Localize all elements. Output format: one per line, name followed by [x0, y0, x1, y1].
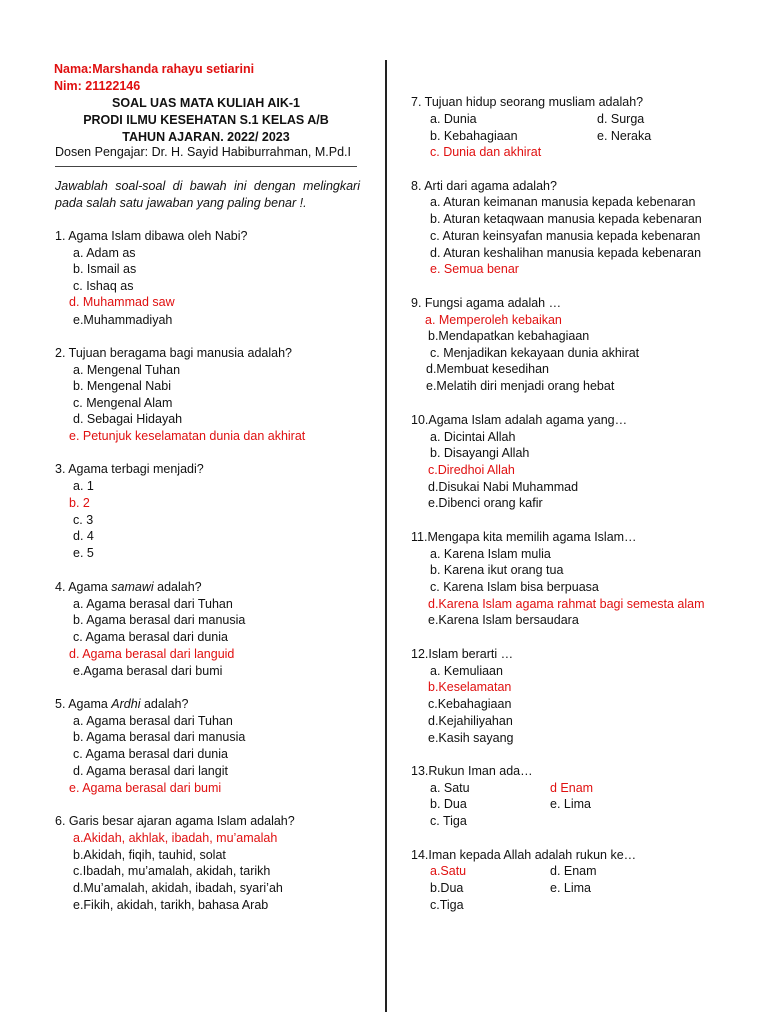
- q6-option-a-answer: a.Akidah, akhlak, ibadah, mu’amalah: [73, 831, 278, 845]
- q7-option-e: e. Neraka: [597, 129, 652, 143]
- q7-option-d: d. Surga: [597, 112, 645, 126]
- q10-option-d: d.Disukai Nabi Muhammad: [428, 480, 579, 494]
- q14-option-b: b.Dua: [430, 881, 464, 895]
- question-1: 1. Agama Islam dibawa oleh Nabi?: [55, 229, 248, 243]
- q1-option-c: c. Ishaq as: [73, 279, 134, 293]
- question-13: 13.Rukun Iman ada…: [411, 764, 533, 778]
- q13-option-e: e. Lima: [550, 797, 591, 811]
- student-name: Nama:Marshanda rahayu setiarini: [54, 62, 255, 76]
- q6-option-e: e.Fikih, akidah, tarikh, bahasa Arab: [73, 898, 269, 912]
- q9-option-d: d.Membuat kesedihan: [426, 362, 549, 376]
- q14-option-a-answer: a.Satu: [430, 864, 467, 878]
- question-14: 14.Iman kepada Allah adalah rukun ke…: [411, 848, 637, 862]
- q12-option-a: a. Kemuliaan: [430, 664, 503, 678]
- q5-option-c: c. Agama berasal dari dunia: [73, 747, 228, 761]
- program-title: PRODI ILMU KESEHATAN S.1 KELAS A/B: [83, 113, 329, 127]
- q5-option-b: b. Agama berasal dari manusia: [73, 730, 246, 744]
- q10-option-a: a. Dicintai Allah: [430, 430, 516, 444]
- q10-option-c-answer: c.Diredhoi Allah: [428, 463, 515, 477]
- q2-option-a: a. Mengenal Tuhan: [73, 363, 181, 377]
- q11-option-e: e.Karena Islam bersaudara: [428, 613, 579, 627]
- q8-option-c: c. Aturan keinsyafan manusia kepada kebenaran: [430, 229, 701, 243]
- q5-option-d: d. Agama berasal dari langit: [73, 764, 228, 778]
- q13-option-a: a. Satu: [430, 781, 470, 795]
- academic-year: TAHUN AJARAN. 2022/ 2023: [122, 130, 290, 144]
- question-5: 5. Agama Ardhi adalah?: [55, 697, 189, 711]
- q9-option-b: b.Mendapatkan kebahagiaan: [428, 329, 590, 343]
- column-divider: [385, 60, 387, 1012]
- question-12: 12.Islam berarti …: [411, 647, 514, 661]
- q1-option-d-answer: d. Muhammad saw: [69, 295, 175, 309]
- q2-option-e-answer: e. Petunjuk keselamatan dunia dan akhirat: [69, 429, 306, 443]
- q8-option-b: b. Aturan ketaqwaan manusia kepada kebenaran: [430, 212, 702, 226]
- q10-option-e: e.Dibenci orang kafir: [428, 496, 543, 510]
- question-6: 6. Garis besar ajaran agama Islam adalah?: [55, 814, 295, 828]
- q4-option-b: b. Agama berasal dari manusia: [73, 613, 246, 627]
- exam-title: SOAL UAS MATA KULIAH AIK-1: [112, 96, 300, 110]
- q8-option-a: a. Aturan keimanan manusia kepada kebenaran: [430, 195, 696, 209]
- q8-option-d: d. Aturan keshalihan manusia kepada kebenaran: [430, 246, 702, 260]
- q3-option-e: e. 5: [73, 546, 94, 560]
- instruction-text: Jawablah soal-soal di bawah ini dengan melingkari pada salah satu jawaban yang paling benar !.: [55, 179, 360, 210]
- q11-option-a: a. Karena Islam mulia: [430, 547, 551, 561]
- q6-option-b: b.Akidah, fiqih, tauhid, solat: [73, 848, 226, 862]
- q13-option-c: c. Tiga: [430, 814, 467, 828]
- q7-option-a: a. Dunia: [430, 112, 477, 126]
- q11-option-b: b. Karena ikut orang tua: [430, 563, 564, 577]
- q1-option-b: b. Ismail as: [73, 262, 137, 276]
- q4-option-d-answer: d. Agama berasal dari languid: [69, 647, 235, 661]
- q1-option-a: a. Adam as: [73, 246, 136, 260]
- q4-option-e: e.Agama berasal dari bumi: [73, 664, 223, 678]
- question-3: 3. Agama terbagi menjadi?: [55, 462, 204, 476]
- q2-option-d: d. Sebagai Hidayah: [73, 412, 183, 426]
- question-4: 4. Agama samawi adalah?: [55, 580, 202, 594]
- q10-option-b: b. Disayangi Allah: [430, 446, 530, 460]
- q3-option-a: a. 1: [73, 479, 94, 493]
- q13-option-d-answer: d Enam: [550, 781, 594, 795]
- q9-option-e: e.Melatih diri menjadi orang hebat: [426, 379, 615, 393]
- q3-option-c: c. 3: [73, 513, 94, 527]
- q14-option-c: c.Tiga: [430, 898, 464, 912]
- q12-option-c: c.Kebahagiaan: [428, 697, 512, 711]
- q7-option-b: b. Kebahagiaan: [430, 129, 518, 143]
- q14-option-d: d. Enam: [550, 864, 597, 878]
- lecturer-line: Dosen Pengajar: Dr. H. Sayid Habiburrahman, M.Pd.I: [55, 145, 351, 159]
- q11-option-d-answer: d.Karena Islam agama rahmat bagi semesta alam: [428, 597, 705, 611]
- q12-option-d: d.Kejahiliyahan: [428, 714, 513, 728]
- question-8: 8. Arti dari agama adalah?: [411, 179, 557, 193]
- question-11: 11.Mengapa kita memilih agama Islam…: [411, 530, 637, 544]
- q11-option-c: c. Karena Islam bisa berpuasa: [430, 580, 599, 594]
- q5-option-e-answer: e. Agama berasal dari bumi: [69, 781, 222, 795]
- q4-option-a: a. Agama berasal dari Tuhan: [73, 597, 233, 611]
- q2-option-b: b. Mengenal Nabi: [73, 379, 171, 393]
- q9-option-a-answer: a. Memperoleh kebaikan: [425, 313, 562, 327]
- q9-option-c: c. Menjadikan kekayaan dunia akhirat: [430, 346, 640, 360]
- q6-option-d: d.Mu’amalah, akidah, ibadah, syari’ah: [73, 881, 283, 895]
- student-nim: Nim: 21122146: [54, 79, 141, 93]
- q7-option-c-answer: c. Dunia dan akhirat: [430, 145, 542, 159]
- q3-option-b-answer: b. 2: [69, 496, 90, 510]
- q14-option-e: e. Lima: [550, 881, 591, 895]
- q13-option-b: b. Dua: [430, 797, 467, 811]
- q12-option-e: e.Kasih sayang: [428, 731, 514, 745]
- q2-option-c: c. Mengenal Alam: [73, 396, 173, 410]
- question-9: 9. Fungsi agama adalah …: [411, 296, 562, 310]
- question-2: 2. Tujuan beragama bagi manusia adalah?: [55, 346, 292, 360]
- q1-option-e: e.Muhammadiyah: [73, 313, 173, 327]
- q12-option-b-answer: b.Keselamatan: [428, 680, 512, 694]
- q3-option-d: d. 4: [73, 529, 94, 543]
- question-7: 7. Tujuan hidup seorang musliam adalah?: [411, 95, 644, 109]
- header-rule: [55, 166, 357, 167]
- q4-option-c: c. Agama berasal dari dunia: [73, 630, 228, 644]
- q8-option-e-answer: e. Semua benar: [430, 262, 519, 276]
- question-10: 10.Agama Islam adalah agama yang…: [411, 413, 628, 427]
- q5-option-a: a. Agama berasal dari Tuhan: [73, 714, 233, 728]
- q6-option-c: c.Ibadah, mu’amalah, akidah, tarikh: [73, 864, 271, 878]
